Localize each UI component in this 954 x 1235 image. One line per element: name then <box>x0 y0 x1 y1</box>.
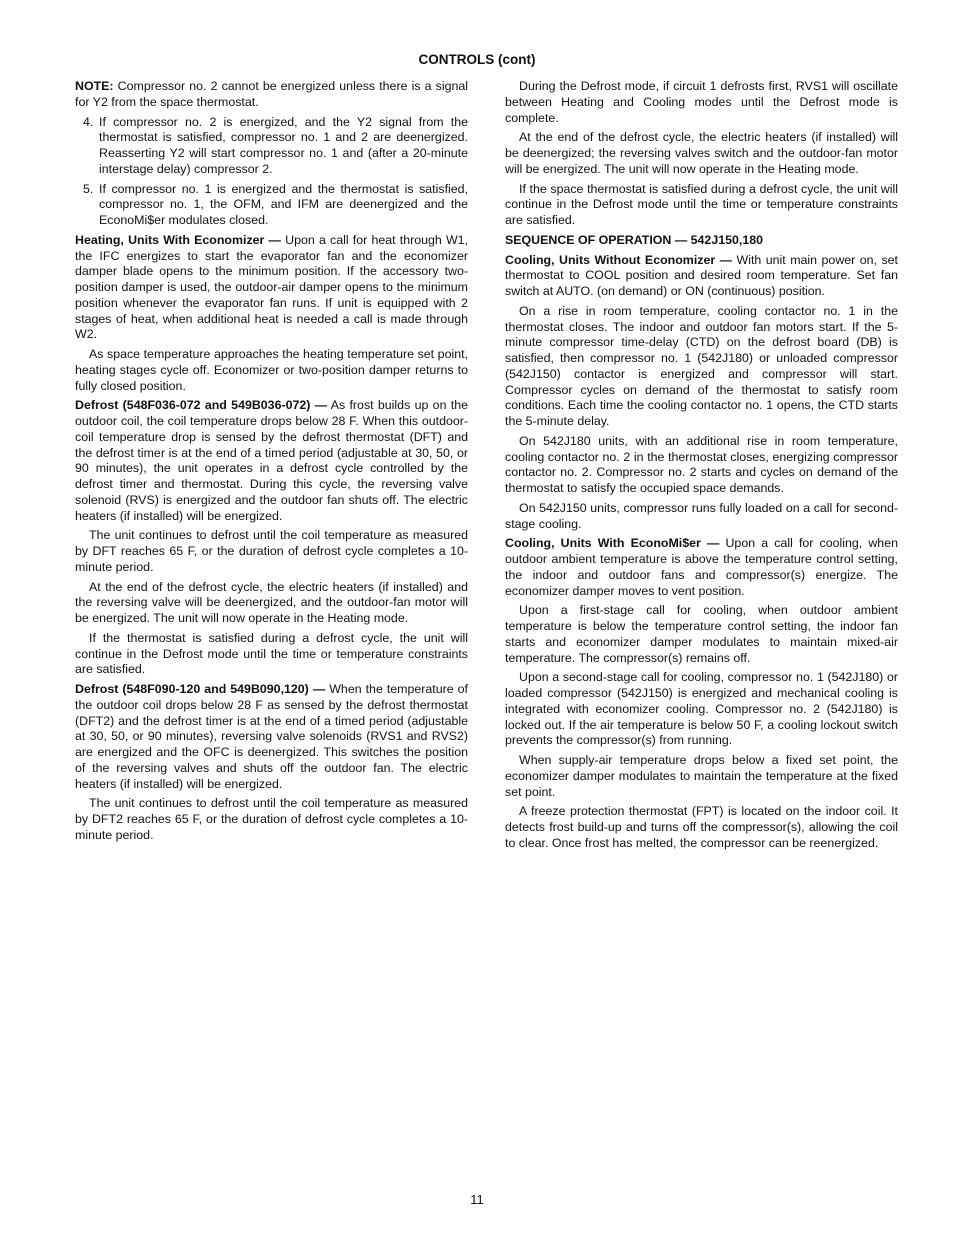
left-column <box>75 79 468 848</box>
cooling-economizer-paragraph-3: Upon a second-stage call for cooling, compressor no. 1 (542J180) or loaded compressor (542J150) is energized and mechanical cooling is integrated with economizer cooling. Compressor no. 2 (542J180) is locked out. If the air temperature is below 50 F, a cooling lockout switch prevents the compressor(s) from running. <box>505 670 898 748</box>
heating-text: Upon a call for heat through W1, the IFC energizes to start the evaporator fan and the economizer damper blade opens to the minimum position. If the accessory two-position damper is used, the outdoor-air damper opens to the minimum position whenever the evaporator fan runs. If unit is equipped with 2 stages of heat, when additional heat is needed a call is made through W2. <box>75 232 468 342</box>
page-header: CONTROLS (cont) <box>418 52 536 67</box>
cooling-economizer-paragraph-5: A freeze protection thermostat (FPT) is located on the indoor coil. It detects frost build-up and turns off the compressor(s), allowing the coil to clear. Once frost has melted, the compressor can be reenergized. <box>505 804 898 850</box>
cooling-no-economizer-text: With unit main power on, set thermostat to COOL position and desired room temperature. Set fan switch at AUTO. (on demand) or ON (continuous) position. <box>505 252 898 298</box>
heating-title: Heating, Units With Economizer — <box>75 232 281 247</box>
defrost2-title: Defrost (548F090-120 and 549B090,120) — <box>75 682 326 696</box>
note-text: Compressor no. 2 cannot be energized unless there is a signal for Y2 from the space thermostat. <box>75 79 468 109</box>
defrost2-paragraph <box>75 682 468 792</box>
page-number: 11 <box>470 1192 484 1207</box>
heating-paragraph <box>75 233 468 343</box>
defrost2-paragraph-2: The unit continues to defrost until the coil temperature as measured by DFT2 reaches 65 F, or the duration of defrost cycle completes a 10-minute period. <box>75 796 468 842</box>
defrost1-title: Defrost (548F036-072 and 549B036-072) — <box>75 398 328 413</box>
defrost1-text: As frost builds up on the outdoor coil, the coil temperature drops below 28 F. When this outdoor-coil temperature drop is sensed by the defrost thermostat (DFT) and the defrost timer is at the end of a timed period (adjustable at 30, 50, or 90 minutes), the unit operates in a defrost cycle controlled by the defrost timer and thermostat. During this cycle, the reversing valve solenoid (RVS) is energized and the outdoor fan shuts off. The electric heaters (if installed) will be energized. <box>75 398 468 523</box>
defrost-end-paragraph: At the end of the defrost cycle, the electric heaters (if installed) will be deenergized; the reversing valves switch and the outdoor-fan motor will be energized. The unit will now operate in the Heating mode. <box>505 130 898 176</box>
section-heading: SEQUENCE OF OPERATION — 542J150,180 <box>505 232 764 247</box>
list-item-text: If compressor no. 2 is energized, and the Y2 signal from the thermostat is satisfied, compressor no. 1 and 2 are deenergized. Reasserting Y2 will start compressor no. 1 and (after a 20-minute interstage delay) compressor 2. <box>99 114 468 176</box>
defrost1-paragraph <box>75 398 468 524</box>
defrost1-paragraph-4: If the thermostat is satisfied during a defrost cycle, the unit will continue in the Defrost mode until the time or temperature constraints are satisfied. <box>75 630 468 677</box>
list-item-number: 4. <box>83 114 94 129</box>
numbered-list <box>75 115 468 229</box>
cooling-no-economizer-paragraph-2: On a rise in room temperature, cooling contactor no. 1 in the thermostat closes. The indoor and outdoor fan motors start. If the 5-minute compressor time-delay (CTD) on the defrost board (DB) is satisfied, then compressor no. 1 (542J180) or unloaded compressor (542J150) contactor is energized and compressor will start. Compressor cycles on demand of the thermostat to satisfy room conditions. Each time the cooling contactor no. 1 opens, the CTD starts the 5-minute delay. <box>505 303 898 428</box>
note-paragraph <box>75 79 468 111</box>
cooling-no-economizer-paragraph-3: On 542J180 units, with an additional rise in room temperature, cooling contactor no. 2 in the thermostat closes, energizing compressor contactor no. 2. Compressor no. 2 starts and cycles on demand of the thermostat to satisfy the occupied space demands. <box>505 433 898 495</box>
cooling-economizer-paragraph-4: When supply-air temperature drops below a fixed set point, the economizer damper modulates to maintain the temperature at the fixed set point. <box>505 753 898 799</box>
defrost1-paragraph-3: At the end of the defrost cycle, the electric heaters (if installed) and the reversing valve will be deenergized, and the outdoor-fan motor will be energized. The unit will now operate in the Heating mode. <box>75 579 468 625</box>
cooling-economizer-paragraph <box>505 536 898 599</box>
cooling-no-economizer-title: Cooling, Units Without Economizer — <box>505 252 733 267</box>
list-item-text: If compressor no. 1 is energized and the thermostat is satisfied, compressor no. 1, the OFM, and IFM are deenergized and the EconoMi$er modulates closed. <box>99 181 468 227</box>
cooling-economizer-title: Cooling, Units With EconoMi$er — <box>505 536 720 551</box>
list-item <box>75 182 468 229</box>
cooling-economizer-paragraph-2: Upon a first-stage call for cooling, when outdoor ambient temperature is below the temperature control setting, the indoor fan starts and economizer damper modulates to maintain mixed-air temperature. The compressor(s) remains off. <box>505 603 898 665</box>
defrost-satisfied-paragraph: If the space thermostat is satisfied during a defrost cycle, the unit will continue in the Defrost mode until the time or temperature constraints are satisfied. <box>505 181 898 227</box>
defrost1-paragraph-2: The unit continues to defrost until the coil temperature as measured by DFT reaches 65 F, or the duration of defrost cycle completes a 10-minute period. <box>75 528 468 574</box>
note-label: NOTE: <box>75 79 114 93</box>
list-item-number: 5. <box>83 181 94 196</box>
cooling-no-economizer-paragraph <box>505 253 898 300</box>
right-column <box>505 79 898 856</box>
heating-paragraph-2: As space temperature approaches the heating temperature set point, heating stages cycle off. Economizer or two-position damper returns to fully closed position. <box>75 347 468 393</box>
cooling-economizer-text: Upon a call for cooling, when outdoor ambient temperature is above the temperature control setting, the indoor and outdoor fans and compressor(s) energize. The economizer damper moves to vent position. <box>505 536 898 598</box>
cooling-no-economizer-paragraph-4: On 542J150 units, compressor runs fully loaded on a call for second-stage cooling. <box>505 500 898 531</box>
defrost-mode-paragraph: During the Defrost mode, if circuit 1 defrosts first, RVS1 will oscillate between Heating and Cooling modes until the Defrost mode is complete. <box>505 79 898 125</box>
defrost2-text: When the temperature of the outdoor coil drops below 28 F as sensed by the defrost thermostat (DFT2) and the defrost timer is at the end of a timed period (adjustable at 30, 50, or 90 minutes), reversing valve solenoids (RVS1 and RVS2) are energized and the OFC is deenergized. This switches the position of the reversing valves and shuts off the outdoor fan. The electric heaters (if installed) will be energized. <box>75 682 468 791</box>
list-item <box>75 115 468 178</box>
